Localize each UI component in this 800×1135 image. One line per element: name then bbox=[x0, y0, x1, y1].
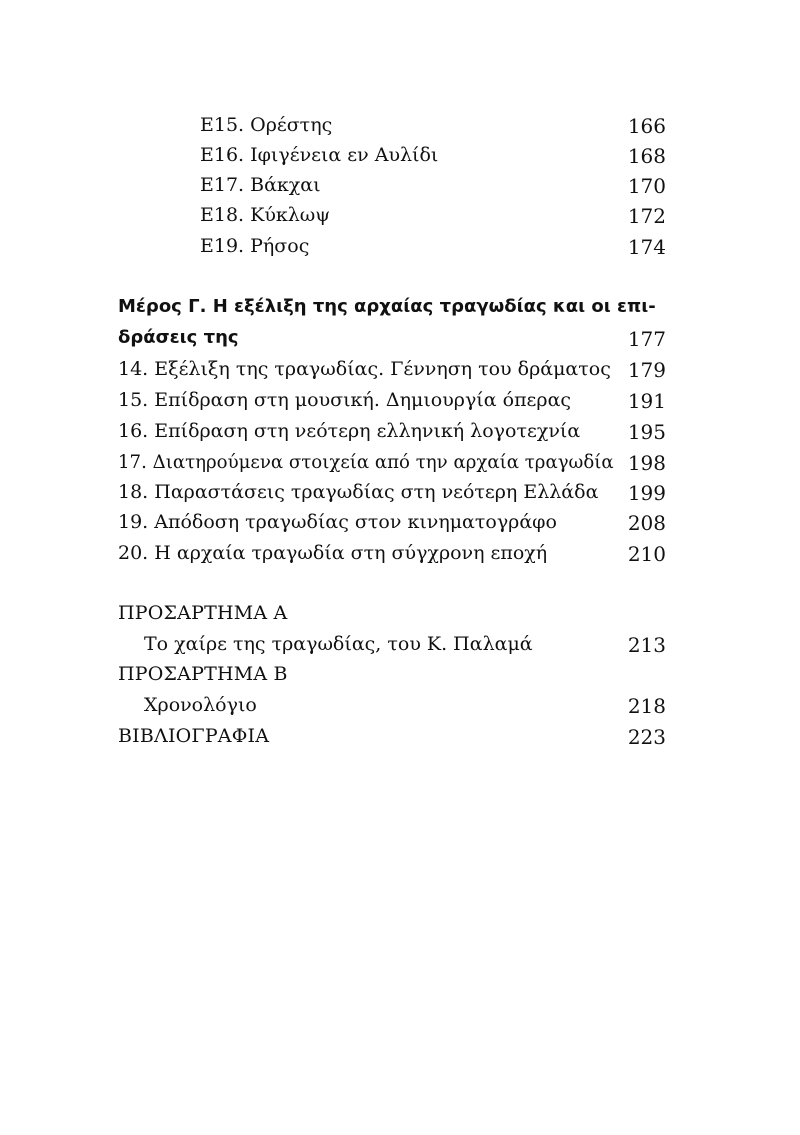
appendix-b-page: 218 bbox=[627, 694, 666, 718]
toc-entry bbox=[0, 174, 800, 202]
toc-entry bbox=[0, 114, 800, 142]
chapter-entry bbox=[0, 451, 800, 479]
toc-entry-label: Ε16. Ιφιγένεια εν Αυλίδι bbox=[200, 144, 439, 166]
chapter-label: 18. Παραστάσεις τραγωδίας στη νεότερη Ελλάδα bbox=[118, 481, 599, 503]
chapter-entry bbox=[0, 420, 800, 448]
chapter-label: 14. Εξέλιξη της τραγωδίας. Γέννηση του δράματος bbox=[118, 358, 611, 380]
appendix-b-heading bbox=[0, 663, 800, 691]
part-heading-line1: Μέρος Γ. Η εξέλιξη της αρχαίας τραγωδίας και οι επι- bbox=[118, 296, 656, 317]
chapter-label: 15. Επίδραση στη μουσική. Δημιουργία όπερας bbox=[118, 389, 572, 411]
appendix-a-entry bbox=[0, 633, 800, 661]
toc-entry-label: Ε18. Κύκλωψ bbox=[200, 204, 331, 226]
chapter-entry bbox=[0, 389, 800, 417]
bibliography-entry bbox=[0, 725, 800, 753]
chapter-page: 210 bbox=[627, 542, 666, 566]
toc-entry-page: 174 bbox=[627, 235, 666, 259]
toc-entry-label: Ε19. Ρήσος bbox=[200, 235, 310, 257]
appendix-a-item: Το χαίρε της τραγωδίας, του Κ. Παλαμά bbox=[144, 633, 533, 655]
toc-entry-page: 168 bbox=[627, 144, 666, 168]
toc-entry bbox=[0, 144, 800, 172]
bibliography-title: ΒΙΒΛΙΟΓΡΑΦΙΑ bbox=[118, 725, 270, 747]
toc-entry-page: 166 bbox=[627, 114, 666, 138]
toc-entry-page: 172 bbox=[627, 204, 666, 228]
part-heading-continued bbox=[0, 327, 800, 355]
toc-entry bbox=[0, 235, 800, 263]
chapter-entry bbox=[0, 542, 800, 570]
chapter-page: 191 bbox=[627, 389, 666, 413]
chapter-label: 17. Διατηρούμενα στοιχεία από την αρχαία τραγωδία bbox=[118, 451, 614, 473]
toc-entry-page: 170 bbox=[627, 174, 666, 198]
appendix-b-entry bbox=[0, 694, 800, 722]
chapter-label: 20. Η αρχαία τραγωδία στη σύγχρονη εποχή bbox=[118, 542, 548, 564]
chapter-page: 198 bbox=[627, 451, 666, 475]
toc-entry bbox=[0, 204, 800, 232]
chapter-entry bbox=[0, 481, 800, 509]
chapter-page: 199 bbox=[627, 481, 666, 505]
chapter-entry bbox=[0, 511, 800, 539]
chapter-page: 179 bbox=[627, 358, 666, 382]
chapter-label: 16. Επίδραση στη νεότερη ελληνική λογοτεχνία bbox=[118, 420, 581, 442]
toc-entry-label: Ε15. Ορέστης bbox=[200, 114, 333, 136]
appendix-b-title: ΠΡΟΣΑΡΤΗΜΑ Β bbox=[118, 663, 288, 685]
bibliography-page: 223 bbox=[627, 725, 666, 749]
part-heading bbox=[0, 296, 800, 324]
chapter-page: 195 bbox=[627, 420, 666, 444]
toc-entry-label: Ε17. Βάκχαι bbox=[200, 174, 321, 196]
chapter-label: 19. Απόδοση τραγωδίας στον κινηματογράφο bbox=[118, 511, 557, 533]
chapter-page: 208 bbox=[627, 511, 666, 535]
appendix-b-item: Χρονολόγιο bbox=[144, 694, 257, 716]
appendix-a-page: 213 bbox=[627, 633, 666, 657]
chapter-entry bbox=[0, 358, 800, 386]
appendix-a-heading bbox=[0, 602, 800, 630]
appendix-a-title: ΠΡΟΣΑΡΤΗΜΑ Α bbox=[118, 602, 288, 624]
part-heading-page: 177 bbox=[627, 327, 666, 351]
part-heading-line2: δράσεις της bbox=[118, 327, 239, 348]
